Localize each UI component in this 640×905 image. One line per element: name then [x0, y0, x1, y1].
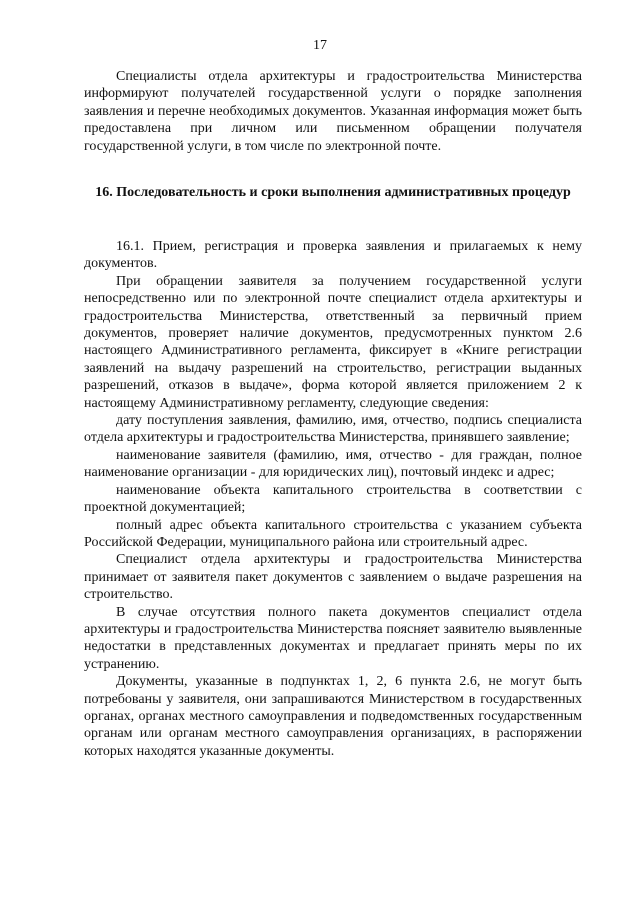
intro-paragraph: Специалисты отдела архитектуры и градостроительства Министерства информируют получателей государственной услуги о порядке заполнения заявления и перечне необходимых документов. Указанная информация может быть предоставлена при личном или письменном обращении получателя государственной услуги, в том числе по электронной почте. — [84, 69, 582, 154]
section-body — [84, 238, 582, 760]
paragraph-reception-procedure: При обращении заявителя за получением государственной услуги непосредственно или по электронной почте специалист отдела архитектуры и градостроительства Министерства, ответственный за первичный прием документов, проверяет наличие документов, предусмотренных пунктом 2.6 настоящего Административного регламента, фиксирует в «Книге регистрации заявлений на выдачу разрешений на строительство, регистрации выданных разрешений, отказов в выдаче», форма которой является приложением 2 к настоящему Административному регламенту, следующие сведения: — [84, 273, 582, 411]
section-heading: 16. Последовательность и сроки выполнения административных процедур — [95, 185, 571, 200]
paragraph-16-1: 16.1. Прием, регистрация и проверка заявления и прилагаемых к нему документов. — [84, 239, 582, 272]
list-item-applicant-name: наименование заявителя (фамилию, имя, отчество - для граждан, полное наименование организации - для юридических лиц), почтовый индекс и адрес; — [84, 447, 582, 481]
paragraph-incomplete-package: В случае отсутствия полного пакета документов специалист отдела архитектуры и градостроительства Министерства поясняет заявителю выявленные недостатки в представленных документах и предлагает принять меры по их устранению. — [84, 604, 582, 672]
paragraph-specialist-accepts: Специалист отдела архитектуры и градостроительства Министерства принимает от заявителя пакет документов с заявлением о выдаче разрешения на строительство. — [84, 552, 582, 603]
list-item-receipt-date: дату поступления заявления, фамилию, имя, отчество, подпись специалиста отдела архитектуры и градостроительства Министерства, принявшего заявление; — [84, 413, 582, 446]
page-number: 17 — [313, 38, 327, 53]
list-item-object-address: полный адрес объекта капитального строительства с указанием субъекта Российской Федерации, муниципального района или строительный адрес. — [84, 517, 582, 550]
paragraph-documents-requested: Документы, указанные в подпунктах 1, 2, 6 пункта 2.6, не могут быть потребованы у заявителя, они запрашиваются Министерством в государственных органах, органах местного самоуправления и подведомственных государственным органам или органам местного самоуправления организациях, в распоряжении которых находятся указанные документы. — [84, 674, 582, 759]
list-item-object-name: наименование объекта капитального строительства в соответствии с проектной документацией; — [84, 482, 582, 516]
intro-block — [84, 68, 582, 155]
